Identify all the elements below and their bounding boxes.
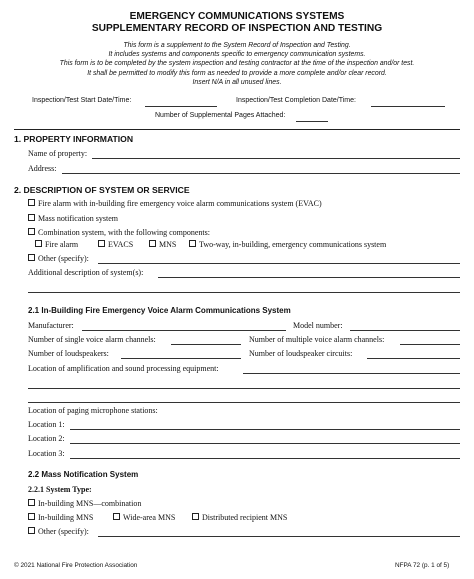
manufacturer-label: Manufacturer: — [28, 321, 74, 330]
checkbox[interactable] — [28, 214, 35, 221]
address-field[interactable] — [62, 173, 460, 174]
location-2-label: Location 2: — [28, 434, 65, 443]
checkbox[interactable] — [192, 513, 199, 520]
component-mns-label: MNS — [159, 240, 177, 249]
section-2-1-heading: 2.1 In-Building Fire Emergency Voice Alarm Communications System — [28, 306, 291, 315]
option-mns-other-label: Other (specify): — [38, 527, 89, 536]
mns-other-specify-field[interactable] — [98, 536, 460, 537]
intro-line-5: Insert N/A in all unused lines. — [192, 79, 282, 86]
additional-description-field-2[interactable] — [28, 292, 460, 293]
checkbox[interactable] — [28, 228, 35, 235]
start-date-field[interactable] — [145, 106, 217, 107]
option-other[interactable] — [28, 254, 89, 263]
intro-line-3: This form is to be completed by the system inspection and testing contractor at the time of the inspection and/or test. — [59, 60, 415, 67]
address-label: Address: — [28, 164, 57, 173]
component-evacs-label: EVACS — [108, 240, 134, 249]
location-1-field[interactable] — [70, 429, 460, 430]
option-evac[interactable] — [28, 199, 322, 208]
option-other-label: Other (specify): — [38, 254, 89, 263]
option-in-building-mns-label: In-building MNS — [38, 513, 94, 522]
additional-description-field[interactable] — [158, 277, 460, 278]
checkbox[interactable] — [189, 240, 196, 247]
section-2-2-1-heading: 2.2.1 System Type: — [28, 485, 92, 494]
amplification-location-label: Location of amplification and sound processing equipment: — [28, 364, 219, 373]
checkbox[interactable] — [28, 527, 35, 534]
option-distributed-mns[interactable] — [192, 513, 287, 522]
supplemental-pages-label: Number of Supplemental Pages Attached: — [155, 112, 286, 119]
component-mns[interactable] — [149, 240, 176, 249]
loudspeaker-circuits-label: Number of loudspeaker circuits: — [249, 349, 353, 358]
location-3-label: Location 3: — [28, 449, 65, 458]
section-1-heading: 1. PROPERTY INFORMATION — [14, 134, 134, 144]
model-number-field[interactable] — [350, 330, 460, 331]
footer-copyright: © 2021 National Fire Protection Association — [14, 562, 138, 569]
section-2-2-heading: 2.2 Mass Notification System — [28, 470, 139, 479]
option-in-building-mns[interactable] — [28, 513, 93, 522]
amplification-location-field-3[interactable] — [28, 402, 460, 403]
additional-description-label: Additional description of system(s): — [28, 268, 144, 277]
checkbox[interactable] — [28, 199, 35, 206]
form-title-line2: SUPPLEMENTARY RECORD OF INSPECTION AND TESTING — [91, 23, 383, 34]
checkbox[interactable] — [28, 513, 35, 520]
other-specify-field[interactable] — [98, 263, 460, 264]
intro-line-1: This form is a supplement to the System Record of Inspection and Testing. — [123, 42, 351, 49]
supplemental-pages-field[interactable] — [296, 121, 328, 122]
option-wide-area-mns-label: Wide-area MNS — [123, 513, 176, 522]
property-name-field[interactable] — [92, 158, 460, 159]
completion-date-label: Inspection/Test Completion Date/Time: — [236, 97, 356, 104]
component-two-way-label: Two-way, in-building, emergency communications system — [199, 240, 387, 249]
checkbox[interactable] — [35, 240, 42, 247]
location-1-label: Location 1: — [28, 420, 65, 429]
checkbox[interactable] — [28, 254, 35, 261]
component-fire-alarm[interactable] — [35, 240, 78, 249]
multiple-channels-field[interactable] — [400, 344, 460, 345]
paging-stations-label: Location of paging microphone stations: — [28, 406, 158, 415]
single-channels-label: Number of single voice alarm channels: — [28, 335, 156, 344]
property-name-label: Name of property: — [28, 149, 88, 158]
option-mns-label: Mass notification system — [38, 214, 118, 223]
completion-date-field[interactable] — [371, 106, 445, 107]
location-3-field[interactable] — [70, 458, 460, 459]
option-evac-label: Fire alarm with in-building fire emergency voice alarm communications system (EVAC) — [38, 199, 322, 208]
divider — [14, 129, 460, 130]
option-mns-other[interactable] — [28, 527, 89, 536]
option-combination[interactable] — [28, 228, 210, 237]
checkbox[interactable] — [28, 499, 35, 506]
amplification-location-field-2[interactable] — [28, 388, 460, 389]
multiple-channels-label: Number of multiple voice alarm channels: — [249, 335, 385, 344]
checkbox[interactable] — [113, 513, 120, 520]
component-fire-alarm-label: Fire alarm — [45, 240, 79, 249]
model-number-label: Model number: — [293, 321, 343, 330]
manufacturer-field[interactable] — [82, 330, 286, 331]
start-date-label: Inspection/Test Start Date/Time: — [32, 97, 132, 104]
checkbox[interactable] — [149, 240, 156, 247]
component-evacs[interactable] — [98, 240, 133, 249]
component-two-way[interactable] — [189, 240, 386, 249]
loudspeakers-field[interactable] — [121, 358, 241, 359]
loudspeaker-circuits-field[interactable] — [367, 358, 460, 359]
option-mns-combination[interactable] — [28, 499, 141, 508]
option-mns-combination-label: In-building MNS—combination — [38, 499, 142, 508]
option-combination-label: Combination system, with the following components: — [38, 228, 210, 237]
footer-page-ref: NFPA 72 (p. 1 of 5) — [395, 562, 450, 569]
option-distributed-mns-label: Distributed recipient MNS — [202, 513, 288, 522]
loudspeakers-label: Number of loudspeakers: — [28, 349, 109, 358]
location-2-field[interactable] — [70, 443, 460, 444]
intro-line-2: It includes systems and components specific to emergency communication systems. — [108, 51, 366, 58]
intro-line-4: It shall be permitted to modify this form as needed to provide a more complete and/or clear record. — [87, 70, 387, 77]
checkbox[interactable] — [98, 240, 105, 247]
amplification-location-field[interactable] — [243, 373, 460, 374]
single-channels-field[interactable] — [171, 344, 241, 345]
form-title-line1: EMERGENCY COMMUNICATIONS SYSTEMS — [129, 11, 345, 22]
option-wide-area-mns[interactable] — [113, 513, 175, 522]
section-2-heading: 2. DESCRIPTION OF SYSTEM OR SERVICE — [14, 185, 190, 195]
option-mns[interactable] — [28, 214, 118, 223]
